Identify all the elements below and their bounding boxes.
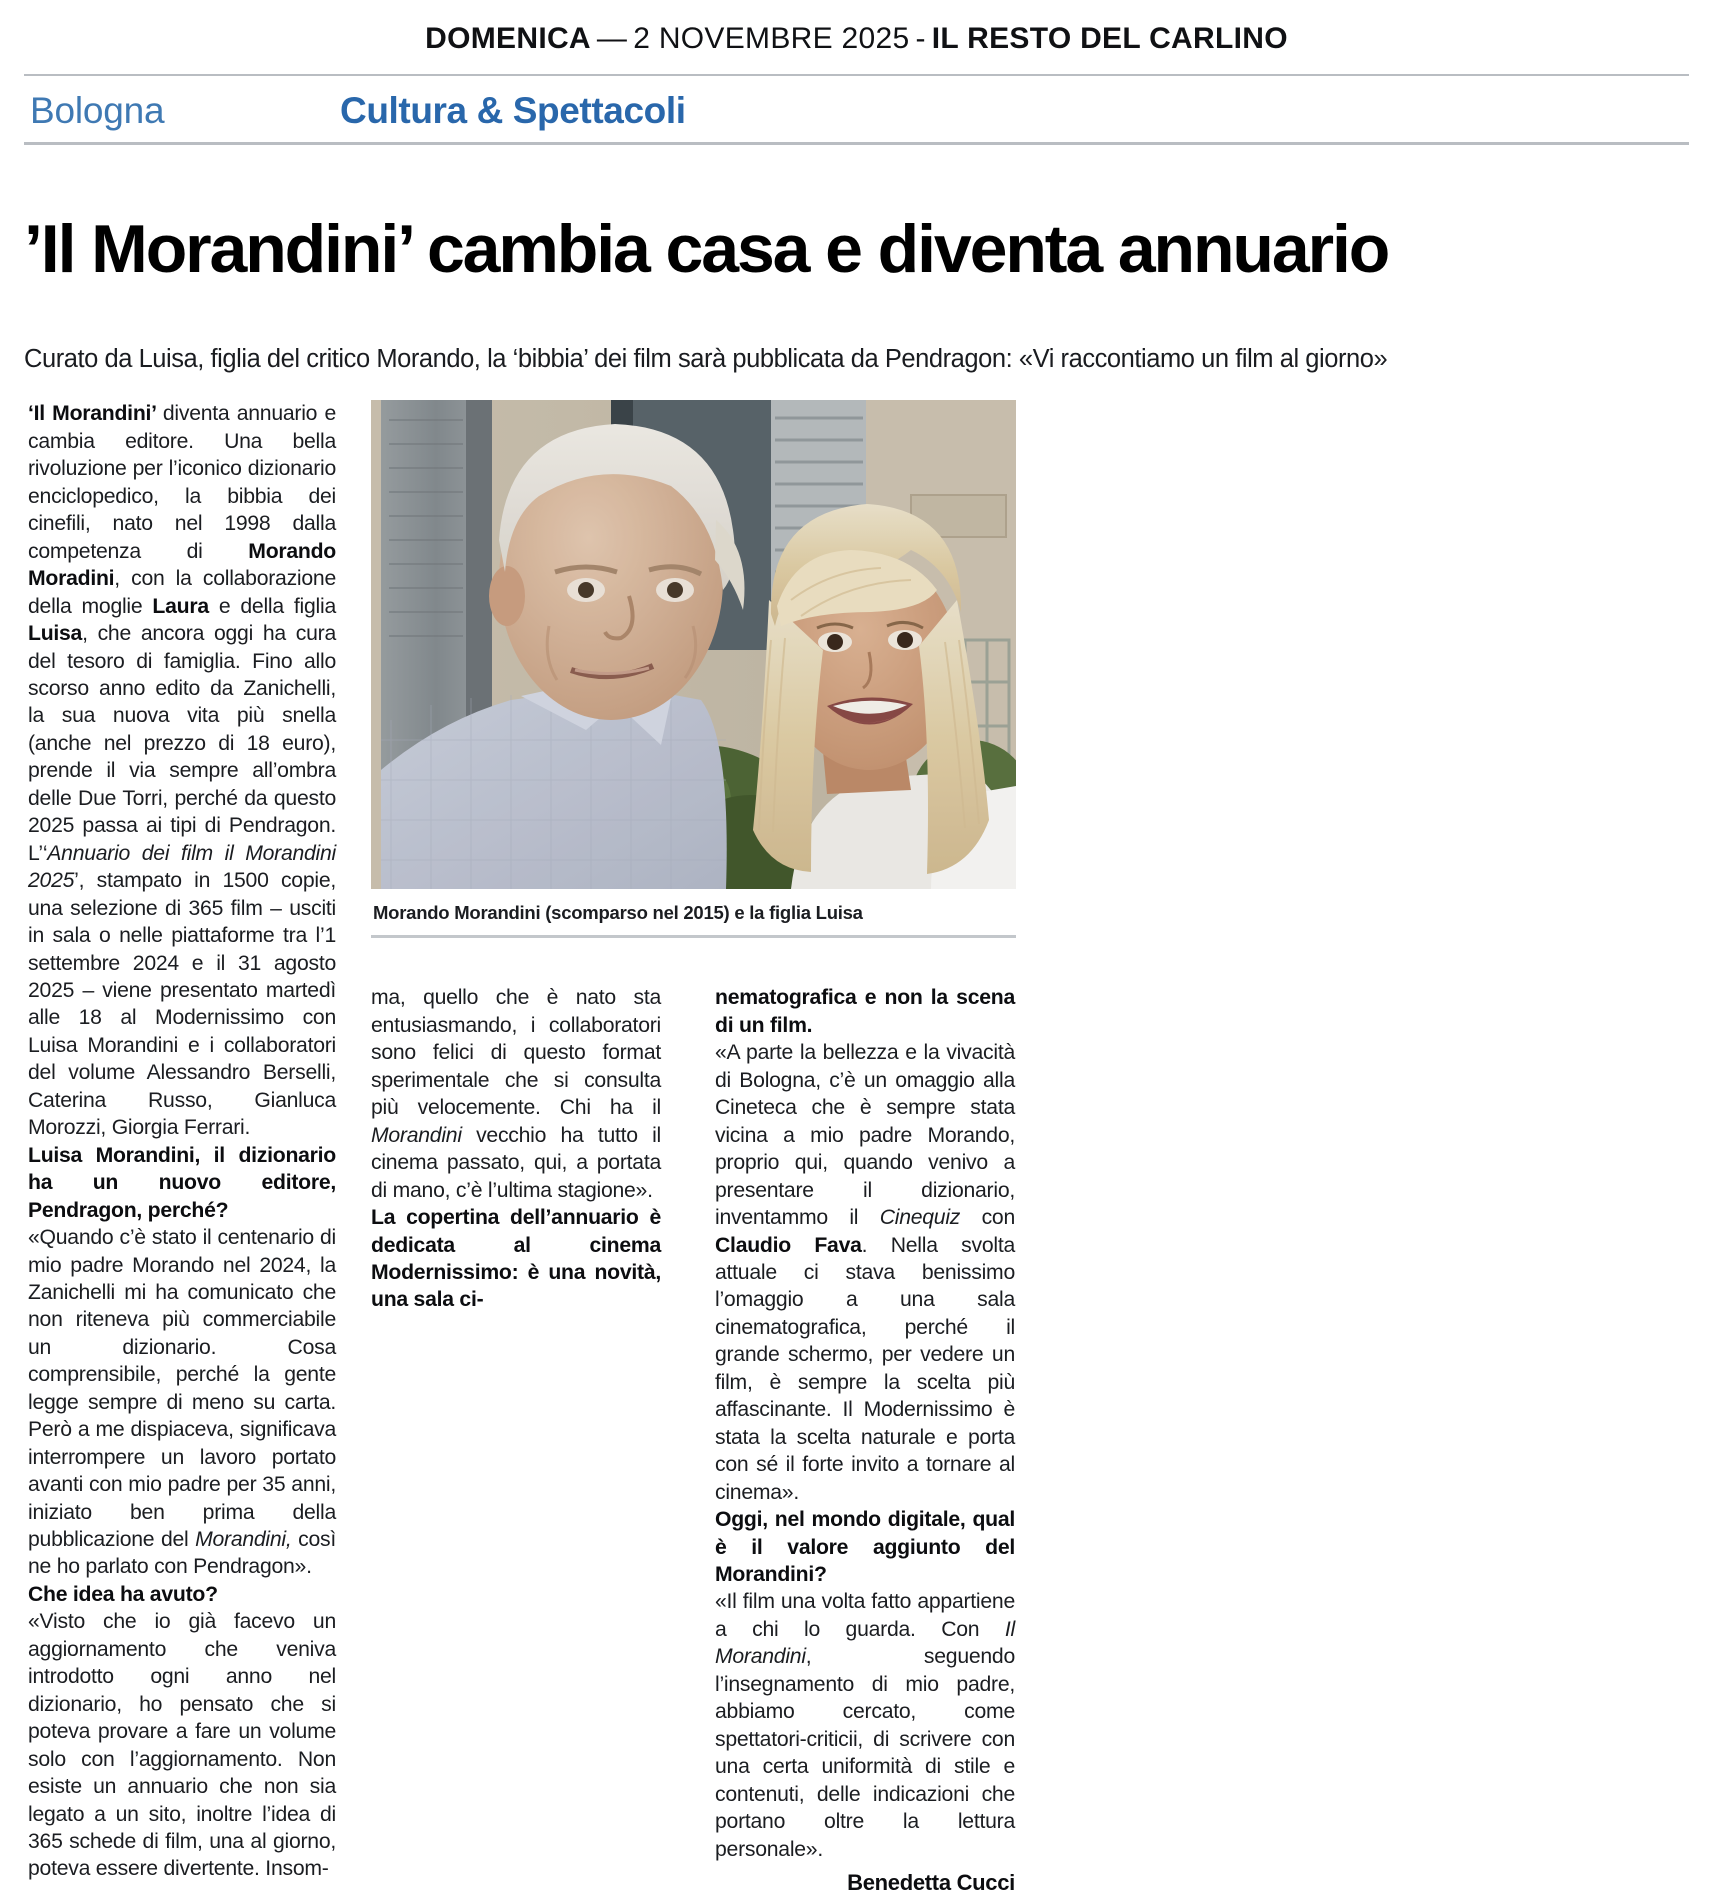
section-divider	[24, 142, 1689, 145]
body-paragraph	[28, 1608, 336, 1883]
photo-caption: Morando Morandini (scomparso nel 2015) e la figlia Luisa	[373, 902, 863, 924]
body-paragraph	[715, 1039, 1015, 1506]
interview-question: Che idea ha avuto?	[28, 1582, 218, 1606]
masthead-date: 2 NOVEMBRE 2025	[633, 22, 910, 55]
article-column-2	[371, 984, 661, 1313]
photo-illustration	[371, 400, 1016, 889]
text-run-italic: Morandini	[371, 1123, 462, 1147]
interview-question: Oggi, nel mondo digitale, qual è il valore aggiunto del Morandini?	[715, 1508, 1015, 1586]
body-paragraph	[28, 1224, 336, 1581]
text-run-italic: Annuario dei film il Morandini 2025	[28, 841, 336, 893]
text-run-bold: Luisa	[28, 622, 83, 646]
text-run-normal: così ne ho parlato con Pendragon».	[28, 1528, 337, 1579]
article-headline: ’Il Morandini’ cambia casa e diventa annuario	[24, 210, 1389, 287]
text-run-normal: vecchio ha tutto il cinema passato, qui, a portata di mano, c’è l’ultima stagione».	[371, 1123, 661, 1202]
text-run-normal: diventa annuario e cambia editore. Una bella rivoluzione per l’iconico dizionario enciclopedico, la bibbia dei cinefili, nato nel 1998 dalla competenza di	[28, 402, 336, 563]
text-run-normal: «Visto che io già facevo un aggiornamento che veniva introdotto ogni anno nel dizionario, ho pensato che si poteva provare a fare un volume solo con l’aggiornamento. Non esiste un annuario che non sia legato a un sito, inoltre l’idea di 365 schede di film, una al giorno, poteva essere divertente. Insom-	[28, 1610, 336, 1881]
photo-block	[371, 400, 1016, 938]
text-run-bold: ‘Il Morandini’	[28, 402, 163, 426]
section-city-label: Bologna	[30, 90, 165, 131]
text-run-normal: ’, stampato in 1500 copie, una selezione di 365 film – usciti in sala o nelle piattaforme tra l’1 settembre 2024 e il 31 agosto 2025 – viene presentato martedì alle 18 al Modernissimo con Luisa Morandini e i collaboratori del volume Alessandro Berselli, Caterina Russo, Gianluca Morozzi, Giorgia Ferrari.	[28, 869, 336, 1140]
masthead-separator-2: -	[915, 22, 926, 55]
text-run-bold: Morando Moradini	[28, 539, 336, 591]
text-run-normal: «Il film una volta fatto appartiene a chi lo guarda. Con	[715, 1590, 1015, 1641]
masthead-line	[425, 22, 1288, 56]
interview-question: nematografica e non la scena di un film.	[715, 986, 1015, 1037]
text-run-normal: . Nella svolta attuale ci stava benissimo l’omaggio a una sala cinematografica, perché il grande schermo, per vedere un film, è sempre la scelta più affascinante. Il Modernissimo è stata la scelta naturale e porta con sé il forte invito a tornare al cinema».	[715, 1233, 1015, 1504]
section-bar	[0, 76, 1713, 138]
text-run-normal: con	[960, 1206, 1015, 1230]
text-run-normal: ma, quello che è nato sta entusiasmando, i collaboratori sono felici di questo format sperimentale che si consulta più velocemente. Chi ha il	[371, 986, 661, 1120]
article-column-1	[28, 400, 336, 1882]
text-run-italic: Morandini,	[195, 1528, 292, 1552]
masthead-separator-1: —	[596, 22, 628, 55]
text-run-italic: Il Morandini	[715, 1617, 1015, 1669]
text-run-normal: «A parte la bellezza e la vivacità di Bologna, c’è un omaggio alla Cineteca che è sempre stata vicina a mio padre Morando, proprio qui, quando venivo a presentare il dizionario, inventammo il	[715, 1041, 1015, 1230]
body-paragraph	[715, 1588, 1015, 1863]
text-run-normal: , con la collaborazione della moglie	[28, 567, 336, 618]
text-run-bold: Laura	[152, 594, 209, 618]
text-run-bold: Claudio Fava	[715, 1233, 862, 1257]
masthead	[0, 0, 1713, 62]
text-run-normal: «Quando c’è stato il centenario di mio padre Morando nel 2024, la Zanichelli mi ha comunicato che non riteneva più commerciabile un dizionario. Cosa comprensibile, perché la gente legge sempre di meno su carta. Però a me dispiaceva, significava interrompere un lavoro portato avanti con mio padre per 35 anni, iniziato ben prima della pubblicazione del	[28, 1226, 336, 1552]
body-paragraph	[371, 984, 661, 1204]
article-column-3	[715, 984, 1015, 1897]
text-run-normal: , seguendo l’insegnamento di mio padre, abbiamo cercato, come spettatori-criticii, di scrivere con una certa uniformità di stile e contenuti, delle indicazioni che portano oltre la lettura personale».	[715, 1645, 1015, 1861]
text-run-normal: e della figlia	[208, 594, 336, 618]
interview-question: La copertina dell’annuario è dedicata al cinema Modernissimo: è una novità, una sala ci-	[371, 1206, 661, 1312]
masthead-paper-name: IL RESTO DEL CARLINO	[931, 22, 1288, 55]
masthead-weekday: DOMENICA	[425, 22, 591, 55]
text-run-normal: , che ancora oggi ha cura del tesoro di famiglia. Fino allo scorso anno edito da Zanichelli, la sua nuova vita più snella (anche nel prezzo di 18 euro), prende il via sempre all’ombra delle Due Torri, perché da questo 2025 passa ai tipi di Pendragon. L’‘	[28, 622, 336, 865]
article-byline: Benedetta Cucci	[847, 1869, 1015, 1895]
interview-question: Luisa Morandini, il dizionario ha un nuovo editore, Pendragon, perché?	[28, 1143, 336, 1222]
section-name-label: Cultura & Spettacoli	[340, 90, 686, 131]
article-standfirst: Curato da Luisa, figlia del critico Morando, la ‘bibbia’ dei film sarà pubblicata da Pendragon: «Vi raccontiamo un film al giorno»	[24, 345, 1388, 374]
body-paragraph	[28, 400, 336, 1141]
caption-divider	[371, 935, 1016, 938]
article-photo	[371, 400, 1016, 889]
text-run-italic: Cinequiz	[879, 1206, 961, 1230]
